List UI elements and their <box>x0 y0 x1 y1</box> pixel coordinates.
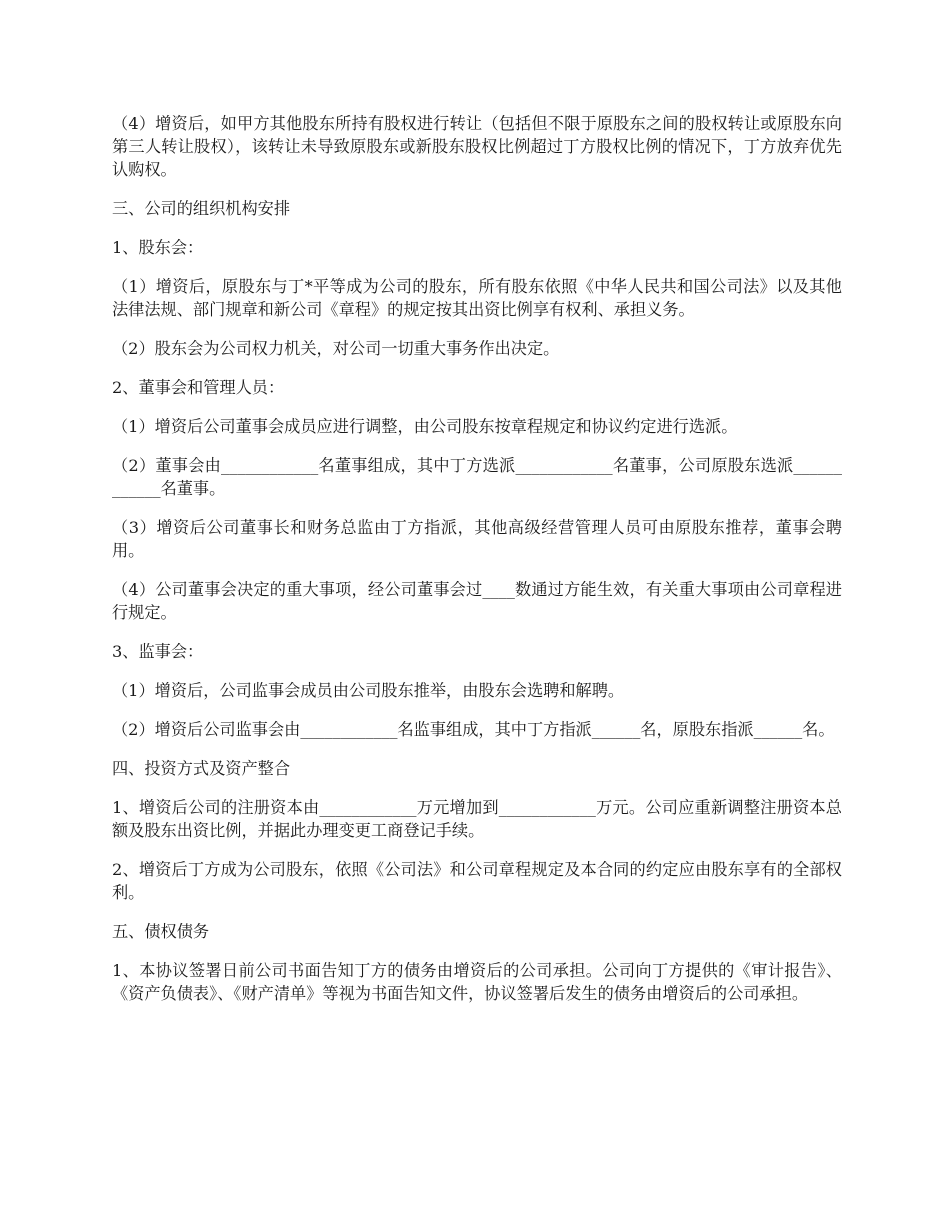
subheading-shareholders-meeting: 1、股东会： <box>112 238 204 257</box>
paragraph-supervisor-composition: （2）增资后公司监事会由____________名监事组成，其中丁方指派______名，原股东指派______名。 <box>112 720 835 739</box>
paragraph-supervisor-election: （1）增资后，公司监事会成员由公司股东推举，由股东会选聘和解聘。 <box>112 681 625 700</box>
paragraph-shareholder-status: 2、增资后丁方成为公司股东，依照《公司法》和公司章程规定及本合同的约定应由股东享有的全部权利。 <box>112 860 842 902</box>
paragraph-chairman-cfo: （3）增资后公司董事长和财务总监由丁方指派，其他高级经营管理人员可由原股东推荐，董事会聘用。 <box>112 518 842 560</box>
paragraph-board-adjustment: （1）增资后公司董事会成员应进行调整，由公司股东按章程规定和协议约定进行选派。 <box>112 417 738 436</box>
paragraph-shareholder-rights: （1）增资后，原股东与丁*平等成为公司的股东，所有股东依照《中华人民共和国公司法》以及其他法律法规、部门规章和新公司《章程》的规定按其出资比例享有权利、承担义务。 <box>112 277 842 319</box>
paragraph-registered-capital: 1、增资后公司的注册资本由____________万元增加到____________万元。公司应重新调整注册资本总额及股东出资比例，并据此办理变更工商登记手续。 <box>112 798 842 840</box>
paragraph-share-transfer-waiver: （4）增资后，如甲方其他股东所持有股权进行转让（包括但不限于原股东之间的股权转让或原股东向第三人转让股权），该转让未导致原股东或新股东股权比例超过丁方股权比例的情况下，丁方放弃优先认购权。 <box>112 114 842 179</box>
paragraph-shareholders-authority: （2）股东会为公司权力机关，对公司一切重大事务作出决定。 <box>112 339 560 358</box>
section-heading-debts: 五、债权债务 <box>112 922 210 941</box>
paragraph-board-composition: （2）董事会由____________名董事组成，其中丁方选派____________名董事，公司原股东选派____________名董事。 <box>112 456 842 498</box>
subheading-board-management: 2、董事会和管理人员： <box>112 378 285 397</box>
section-heading-investment: 四、投资方式及资产整合 <box>112 759 291 778</box>
document-body <box>112 112 842 1021</box>
section-heading-organization: 三、公司的组织机构安排 <box>112 199 291 218</box>
paragraph-board-voting: （4）公司董事会决定的重大事项，经公司董事会过____数通过方能生效，有关重大事项由公司章程进行规定。 <box>112 580 842 622</box>
subheading-supervisory-board: 3、监事会： <box>112 642 204 661</box>
paragraph-debt-assumption: 1、本协议签署日前公司书面告知丁方的债务由增资后的公司承担。公司向丁方提供的《审计报告》、《资产负债表》、《财产清单》等视为书面告知文件，协议签署后发生的债务由增资后的公司承担。 <box>112 961 842 1003</box>
